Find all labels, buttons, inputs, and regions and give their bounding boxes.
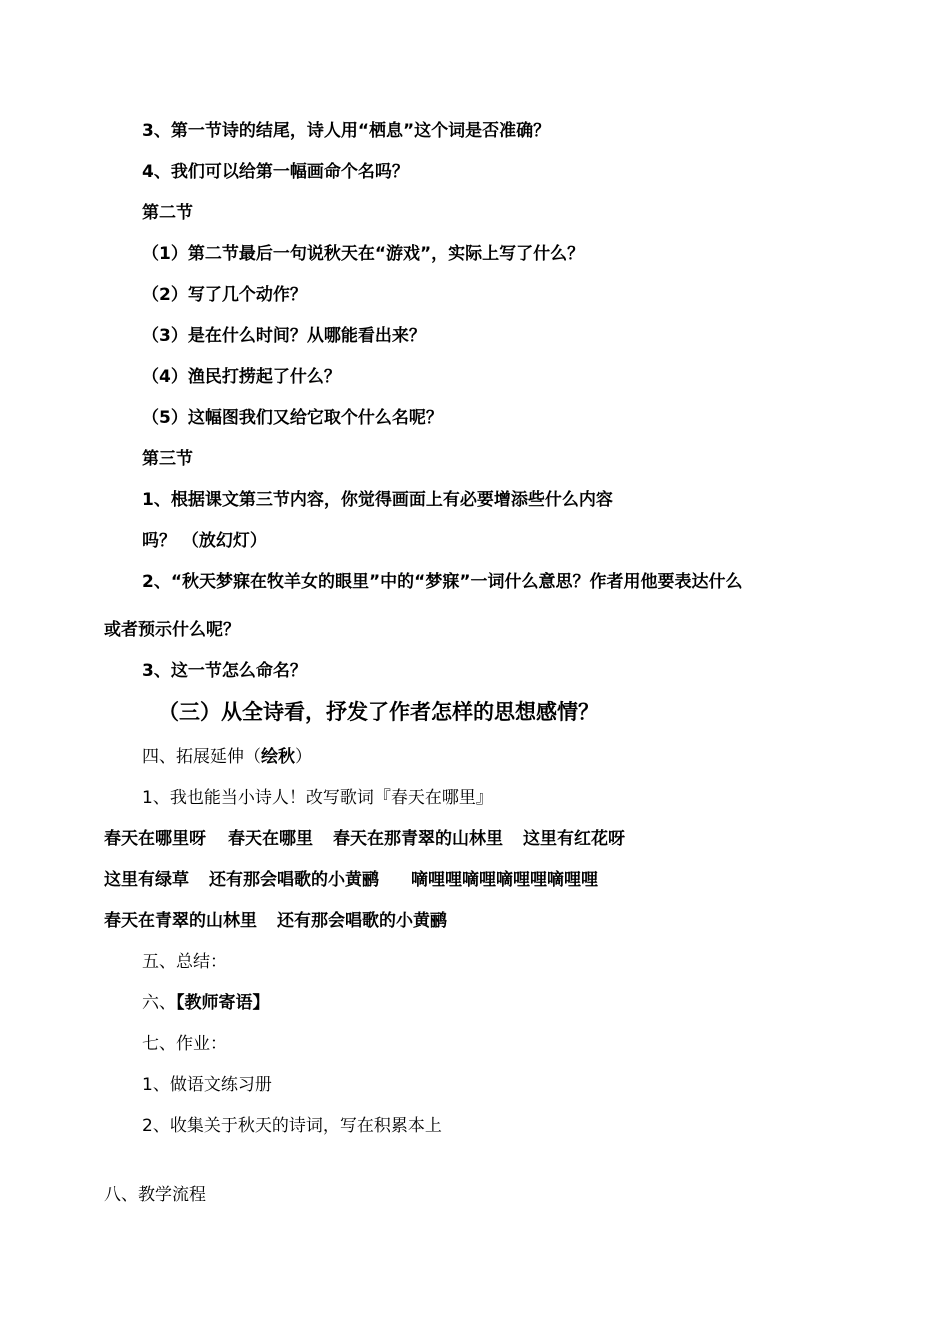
- extension-task: 1、我也能当小诗人！改写歌词『春天在哪里』: [142, 788, 493, 808]
- teacher-words-label: 【教师寄语】: [176, 993, 270, 1013]
- question-4: 4、我们可以给第一幅画命个名吗？: [142, 162, 409, 182]
- homework-title: 七、作业：: [142, 1034, 227, 1054]
- extension-title: [142, 746, 312, 768]
- summary: 五、总结：: [142, 952, 227, 972]
- section-three-q3: 3、这一节怎么命名？: [142, 661, 307, 681]
- flow-title: 八、教学流程: [104, 1185, 206, 1205]
- teacher-words-prefix: 六、: [142, 993, 176, 1013]
- section-three-q1-line1: 1、根据课文第三节内容，你觉得画面上有必要增添些什么内容: [142, 490, 613, 510]
- question-3: 3、第一节诗的结尾，诗人用“栖息”这个词是否准确？: [142, 121, 551, 141]
- section-two-item-3: （3）是在什么时间？从哪能看出来？: [142, 326, 426, 346]
- section-three-q1-line2: 吗？ （放幻灯）: [142, 531, 267, 551]
- section-two-item-1: （1）第二节最后一句说秋天在“游戏”，实际上写了什么？: [142, 244, 585, 264]
- lyric-phrase: 春天在哪里: [228, 829, 313, 849]
- section-two-item-2: （2）写了几个动作？: [142, 285, 307, 305]
- extension-title-suffix: ）: [295, 747, 312, 767]
- homework-item-2: 2、收集关于秋天的诗词，写在积累本上: [142, 1116, 442, 1136]
- section-two-title: 第二节: [142, 203, 193, 223]
- extension-title-prefix: 四、拓展延伸（: [142, 747, 261, 767]
- lyrics-line-3: [104, 910, 447, 932]
- lyric-phrase: 春天在哪里呀: [104, 829, 206, 849]
- lyric-phrase: 这里有红花呀: [523, 829, 625, 849]
- section-three-q2-line2: 或者预示什么呢？: [104, 620, 240, 640]
- section-three-title: 第三节: [142, 449, 193, 469]
- lyric-phrase: 嘀哩哩嘀哩嘀哩哩嘀哩哩: [411, 870, 598, 890]
- homework-item-1: 1、做语文练习册: [142, 1075, 272, 1095]
- section-three-q2-line1: 2、“秋天梦寐在牧羊女的眼里”中的“梦寐”一词什么意思？作者用他要表达什么: [142, 572, 743, 592]
- section-two-item-5: （5）这幅图我们又给它取个什么名呢？: [142, 408, 443, 428]
- extension-title-bold: 绘秋: [261, 747, 295, 767]
- lyrics-line-2: [104, 869, 598, 891]
- lyric-phrase: 还有那会唱歌的小黄鹂: [277, 911, 447, 931]
- section-two-item-4: （4）渔民打捞起了什么？: [142, 367, 341, 387]
- lyric-phrase: 春天在青翠的山林里: [104, 911, 257, 931]
- lyric-phrase: 还有那会唱歌的小黄鹂: [209, 870, 379, 890]
- heading-three: （三）从全诗看，抒发了作者怎样的思想感情？: [158, 700, 599, 724]
- lyric-phrase: 春天在那青翠的山林里: [333, 829, 503, 849]
- lyric-phrase: 这里有绿草: [104, 870, 189, 890]
- teacher-words: [142, 992, 270, 1014]
- lyrics-line-1: [104, 828, 625, 850]
